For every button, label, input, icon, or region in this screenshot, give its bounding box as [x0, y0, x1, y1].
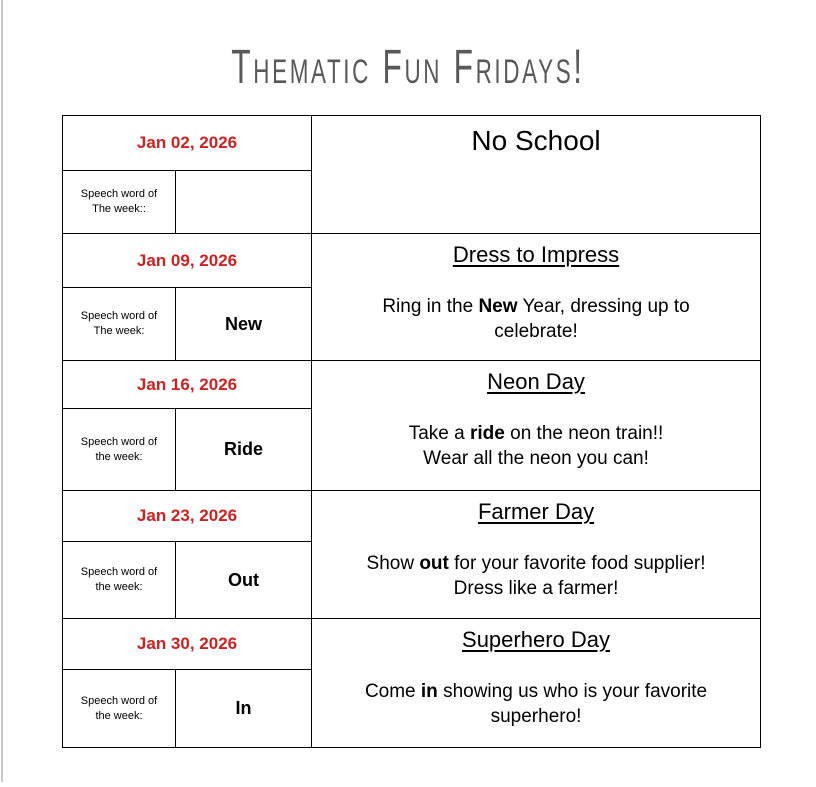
page-title: Thematic Fun Fridays!: [231, 41, 585, 94]
theme-description: Show out for your favorite food supplier! Dress like a farmer!: [366, 553, 706, 599]
theme-cell: [312, 361, 761, 491]
theme-title: Dress to Impress: [452, 242, 620, 267]
speech-word-label: Speech word of the week:: [63, 409, 176, 491]
speech-word-label: Speech word of The week:: [63, 288, 176, 361]
date-cell: Jan 23, 2026: [63, 491, 312, 542]
speech-word-value: In: [176, 670, 312, 748]
table-row-date: [63, 234, 761, 288]
date-cell: Jan 02, 2026: [63, 116, 312, 171]
fun-fridays-table-body: [63, 116, 761, 748]
table-row-date: [63, 361, 761, 409]
speech-word-value: [176, 171, 312, 234]
date-cell: Jan 16, 2026: [63, 361, 312, 409]
theme-cell: [312, 491, 761, 619]
theme-title: Superhero Day: [462, 627, 610, 652]
theme-title: Neon Day: [487, 369, 585, 394]
table-row-date: [63, 116, 761, 171]
speech-word-value: Ride: [176, 409, 312, 491]
date-cell: Jan 30, 2026: [63, 619, 312, 670]
theme-description: Come in showing us who is your favorite superhero!: [364, 681, 708, 727]
date-cell: Jan 09, 2026: [63, 234, 312, 288]
speech-word-label: Speech word of the week:: [63, 670, 176, 748]
speech-word-label: Speech word of the week:: [63, 542, 176, 619]
theme-description: Take a ride on the neon train!! Wear all the neon you can!: [408, 423, 664, 469]
table-row-date: [63, 619, 761, 670]
speech-word-value: Out: [176, 542, 312, 619]
fun-fridays-table: [62, 115, 761, 748]
theme-cell: [312, 234, 761, 361]
theme-cell: [312, 619, 761, 748]
speech-word-label: Speech word of The week::: [63, 171, 176, 234]
theme-description: Ring in the New Year, dressing up to celebrate!: [382, 296, 690, 342]
table-row-date: [63, 491, 761, 542]
theme-title: No School: [471, 125, 601, 156]
theme-cell: [312, 116, 761, 234]
speech-word-value: New: [176, 288, 312, 361]
page-edge-line: [1, 0, 3, 782]
theme-title: Farmer Day: [477, 499, 595, 524]
